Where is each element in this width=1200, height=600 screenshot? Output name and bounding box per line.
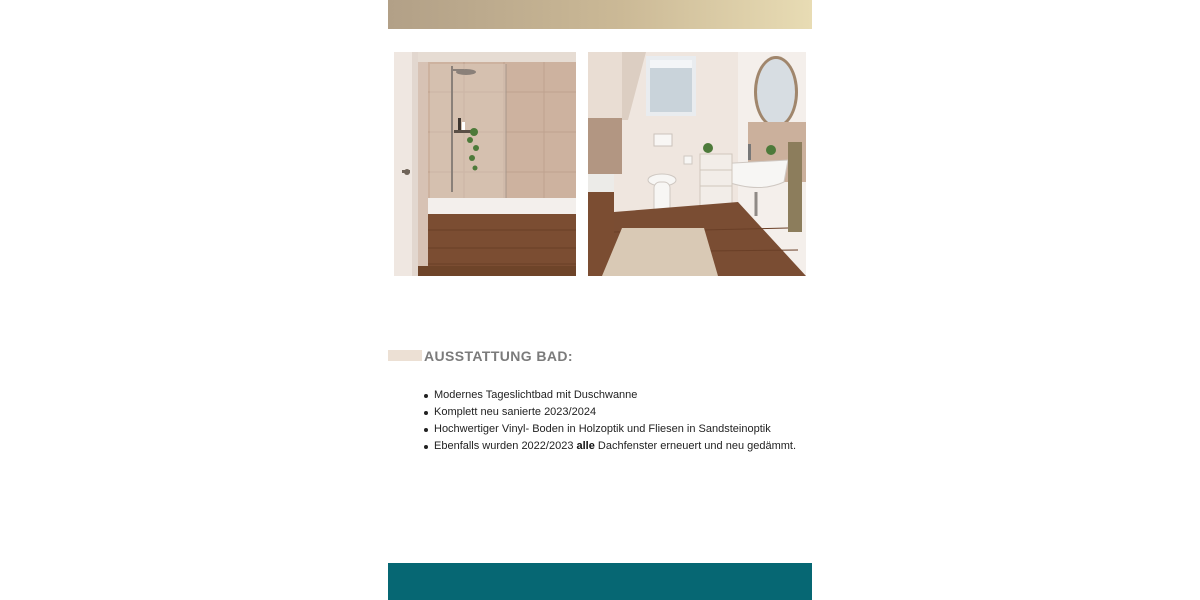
heading-accent-bar	[388, 350, 422, 361]
feature-text: Modernes Tageslichtbad mit Duschwanne	[434, 389, 638, 401]
feature-text: Hochwertiger Vinyl- Boden in Holzoptik und Fliesen in Sandsteinoptik	[434, 423, 771, 435]
list-item	[434, 404, 812, 421]
feature-text-after: Dachfenster erneuert und neu gedämmt.	[594, 440, 797, 452]
list-item	[434, 421, 812, 438]
content-column	[388, 0, 812, 600]
feature-text: Komplett neu sanierte 2023/2024	[434, 406, 597, 418]
section-heading-row	[388, 347, 812, 365]
bathroom-bathtub-photo[interactable]	[394, 52, 576, 276]
section-title: AUSSTATTUNG BAD:	[424, 348, 573, 364]
feature-text-emphasis: alle	[576, 440, 595, 452]
list-item	[434, 387, 812, 404]
bathroom-skylight-photo[interactable]	[588, 52, 806, 276]
feature-list	[434, 387, 812, 455]
list-item	[434, 438, 812, 455]
bottom-color-band	[388, 563, 812, 600]
feature-text-before: Ebenfalls wurden 2022/2023	[434, 440, 577, 452]
top-banner	[388, 0, 812, 29]
